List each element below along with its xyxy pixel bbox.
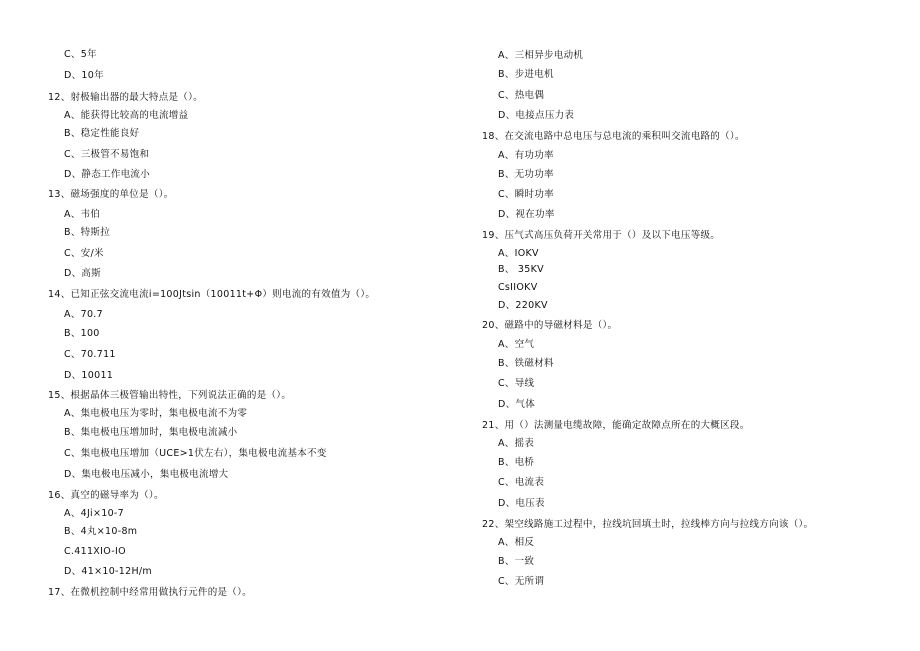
option: B、铁磁材料 bbox=[498, 358, 554, 369]
question-21: 21、用（）法测量电缆故障，能确定故障点所在的大概区段。 bbox=[482, 420, 750, 431]
option: B、电桥 bbox=[498, 457, 535, 468]
option: D、高斯 bbox=[64, 268, 102, 279]
option: B、特斯拉 bbox=[64, 227, 111, 238]
option: B、步进电机 bbox=[498, 69, 554, 80]
question-13: 13、磁场强度的单位是（）。 bbox=[48, 189, 174, 200]
option: C、无所谓 bbox=[498, 576, 545, 587]
option: A、能获得比较高的电流增益 bbox=[64, 110, 189, 121]
option: D、10011 bbox=[64, 370, 114, 381]
question-17: 17、在微机控制中经常用做执行元件的是（）。 bbox=[48, 587, 252, 598]
option: B、一致 bbox=[498, 556, 535, 567]
option: D、41×10-12H/m bbox=[64, 566, 152, 577]
option: A、IOKV bbox=[498, 248, 539, 259]
question-18: 18、在交流电路中总电压与总电流的乘积叫交流电路的（）。 bbox=[482, 131, 745, 142]
option: D、集电极电压减小，集电极电流增大 bbox=[64, 469, 229, 480]
option: B、集电极电压增加时，集电极电流减小 bbox=[64, 427, 238, 438]
option: B、 35KV bbox=[498, 264, 544, 275]
option: C、导线 bbox=[498, 378, 535, 389]
option: C、三极管不易饱和 bbox=[64, 149, 150, 160]
option: D、10年 bbox=[64, 70, 104, 81]
option: A、4Ji×10-7 bbox=[64, 508, 125, 519]
option: D、电压表 bbox=[498, 498, 545, 509]
option: C、5年 bbox=[64, 49, 97, 60]
question-19: 19、压气式高压负荷开关常用于（）及以下电压等级。 bbox=[482, 230, 721, 241]
option: B、4丸×10-8m bbox=[64, 526, 138, 537]
option: A、摇表 bbox=[498, 438, 535, 449]
option: D、静态工作电流小 bbox=[64, 169, 151, 180]
option: A、三相异步电动机 bbox=[498, 50, 584, 61]
option: CsIIOKV bbox=[498, 282, 538, 293]
option: C、电流表 bbox=[498, 477, 545, 488]
option: C、热电偶 bbox=[498, 90, 545, 101]
option: C、70.711 bbox=[64, 349, 116, 360]
question-14: 14、已知正弦交流电流i=100Jtsin（10011t+Φ）则电流的有效值为（）。 bbox=[48, 289, 376, 300]
option: D、视在功率 bbox=[498, 209, 555, 220]
option: C、集电极电压增加（UCE>1伏左右），集电极电流基本不变 bbox=[64, 448, 327, 459]
question-12: 12、射极输出器的最大特点是（）。 bbox=[48, 92, 203, 103]
option: C、安/米 bbox=[64, 248, 104, 259]
question-15: 15、根据晶体三极管输出特性，下列说法正确的是（）。 bbox=[48, 390, 292, 401]
option: D、气体 bbox=[498, 399, 536, 410]
question-16: 16、真空的磁导率为（）。 bbox=[48, 490, 164, 501]
option: D、220KV bbox=[498, 300, 548, 311]
option: B、100 bbox=[64, 328, 100, 339]
option: C、瞬时功率 bbox=[498, 189, 554, 200]
option: A、集电极电压为零时，集电极电流不为零 bbox=[64, 408, 248, 419]
option: A、韦伯 bbox=[64, 209, 101, 220]
question-20: 20、磁路中的导磁材料是（）。 bbox=[482, 320, 618, 331]
option: B、稳定性能良好 bbox=[64, 128, 140, 139]
option: A、有功功率 bbox=[498, 150, 554, 161]
option: D、电接点压力表 bbox=[498, 110, 575, 121]
option: C.411XIO-IO bbox=[64, 546, 126, 557]
option: A、空气 bbox=[498, 339, 535, 350]
question-22: 22、架空线路施工过程中，拉线坑回填土时，拉线棒方向与拉线方向该（）。 bbox=[482, 519, 814, 530]
option: A、相反 bbox=[498, 537, 535, 548]
option: A、70.7 bbox=[64, 309, 103, 320]
option: B、无功功率 bbox=[498, 169, 554, 180]
